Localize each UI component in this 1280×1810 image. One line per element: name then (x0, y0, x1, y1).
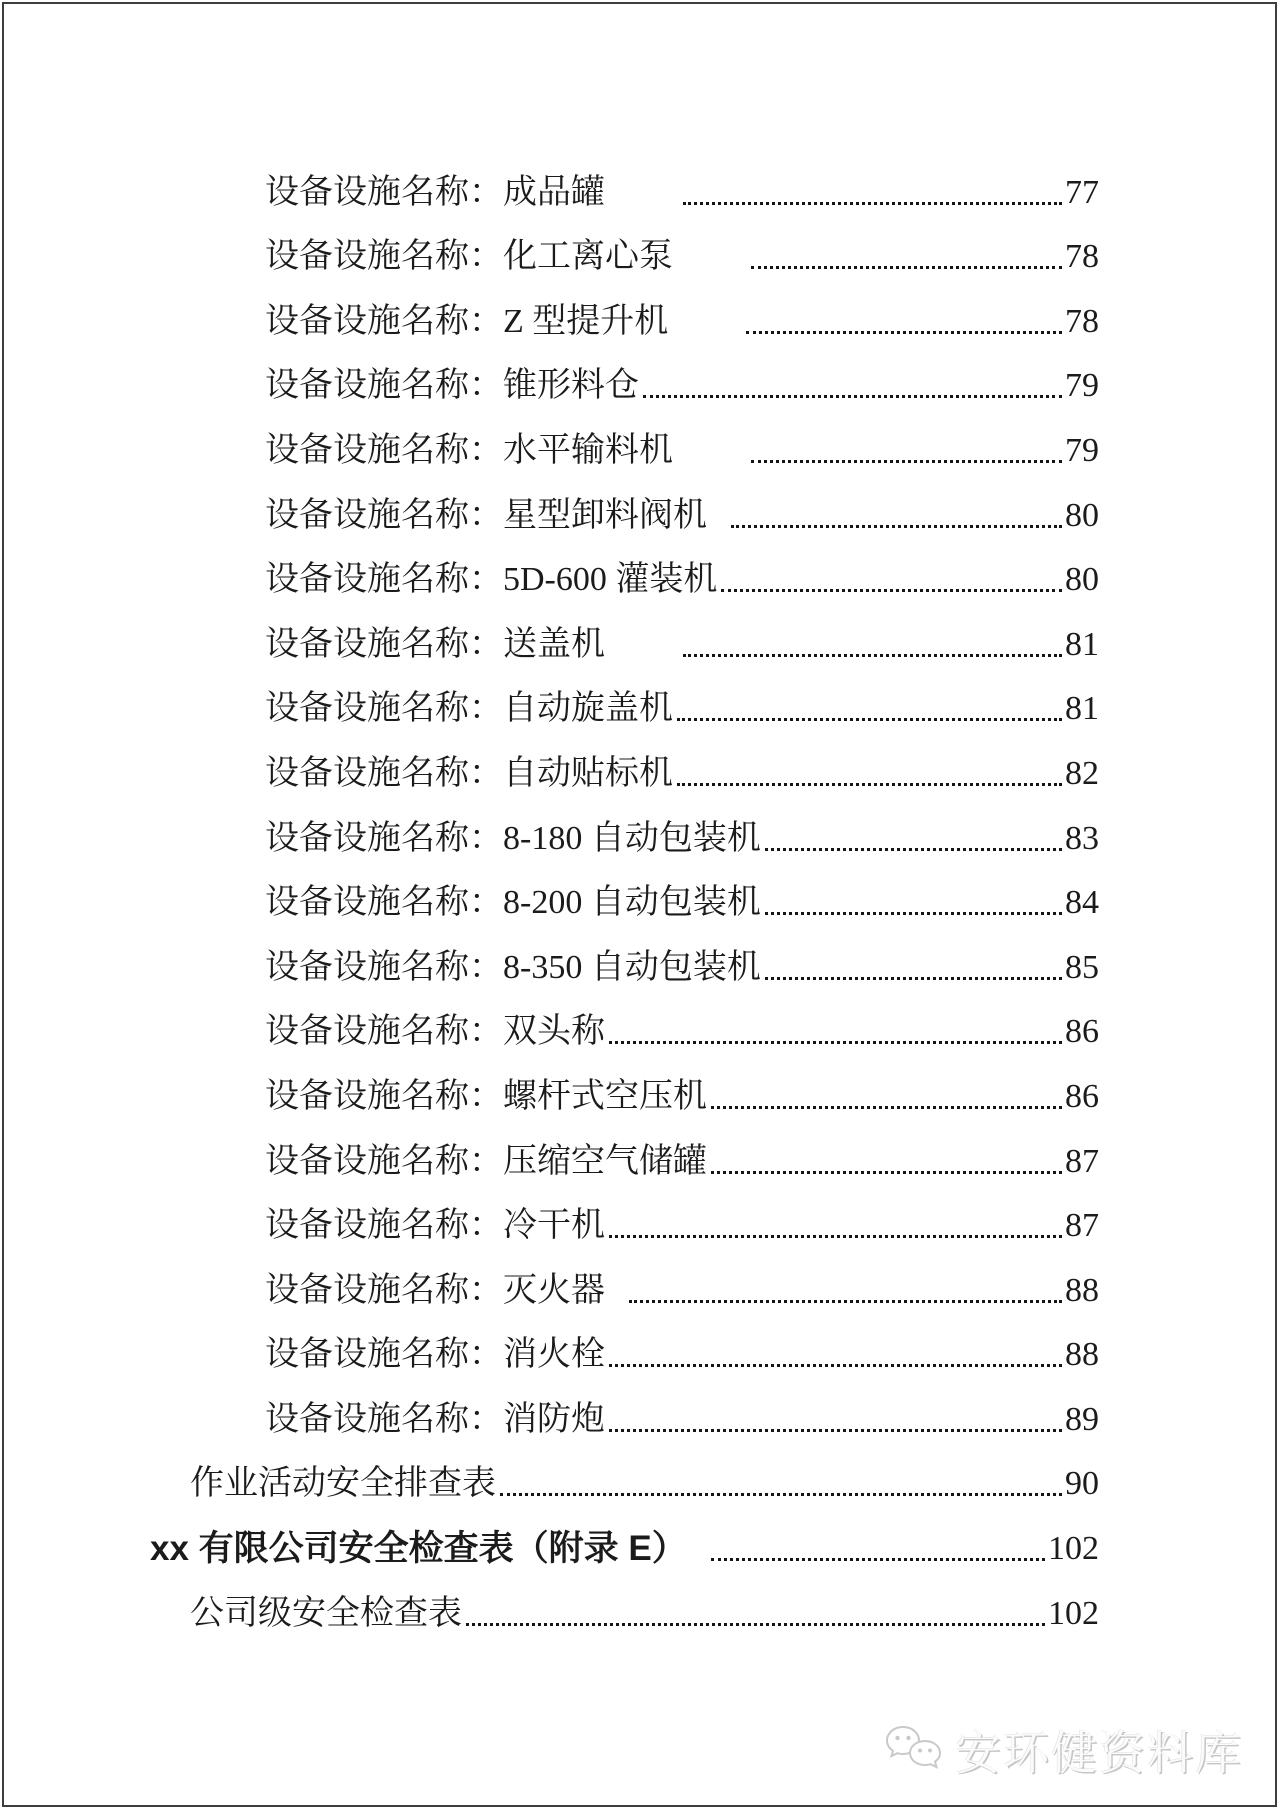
toc-entry-page: 81 (1065, 625, 1099, 663)
dot-leader (765, 977, 1062, 980)
dot-leader (711, 1558, 1045, 1561)
toc-entry-label: 设备设施名称：8-200 自动包装机 (265, 884, 761, 922)
toc-entry[interactable] (4, 541, 1275, 606)
toc-entry-label: 设备设施名称：灭火器 (265, 1271, 605, 1309)
toc-entry-page: 102 (1048, 1594, 1099, 1632)
toc-entry[interactable] (4, 1057, 1275, 1122)
toc-entry-page: 86 (1065, 1077, 1099, 1115)
toc-entry-label: 设备设施名称：水平输料机 (265, 431, 673, 469)
toc-entry-page: 77 (1065, 173, 1099, 211)
toc-entry-page: 87 (1065, 1207, 1099, 1245)
toc-entry-label: 设备设施名称：送盖机 (265, 625, 605, 663)
toc-entry-page: 78 (1065, 302, 1099, 340)
dot-leader (765, 848, 1062, 851)
toc-entry[interactable] (4, 1574, 1275, 1639)
toc-entry-page: 88 (1065, 1271, 1099, 1309)
toc-entry-page: 81 (1065, 690, 1099, 728)
dot-leader (609, 1429, 1062, 1432)
dot-leader (721, 589, 1062, 592)
toc-entry-label: 设备设施名称：冷干机 (265, 1207, 605, 1245)
toc-entry-page: 88 (1065, 1336, 1099, 1374)
dot-leader (677, 783, 1062, 786)
toc-entry[interactable] (4, 605, 1275, 670)
toc-entry[interactable] (4, 1509, 1275, 1574)
toc-entry[interactable] (4, 670, 1275, 735)
toc-entry-page: 79 (1065, 367, 1099, 405)
toc-entry-page: 84 (1065, 884, 1099, 922)
dot-leader (751, 266, 1062, 269)
dot-leader (500, 1493, 1062, 1496)
toc-entry-page: 80 (1065, 561, 1099, 599)
watermark-text: 安环健资料库 (955, 1727, 1243, 1779)
toc-entry-label: 设备设施名称：消防炮 (265, 1400, 605, 1438)
table-of-contents (4, 153, 1275, 1639)
toc-entry-label: 设备设施名称：成品罐 (265, 173, 605, 211)
toc-entry-page: 80 (1065, 496, 1099, 534)
toc-entry-label: 设备设施名称：消火栓 (265, 1336, 605, 1374)
toc-entry-label: 设备设施名称：8-350 自动包装机 (265, 948, 761, 986)
toc-entry-page: 78 (1065, 238, 1099, 276)
toc-entry[interactable] (4, 928, 1275, 993)
toc-entry-label: 作业活动安全排查表 (190, 1465, 496, 1503)
toc-entry[interactable] (4, 864, 1275, 929)
dot-leader (746, 331, 1062, 334)
toc-entry-page: 89 (1065, 1400, 1099, 1438)
toc-entry-label: 设备设施名称：5D-600 灌装机 (265, 561, 718, 599)
toc-entry-label: 设备设施名称：压缩空气储罐 (265, 1142, 707, 1180)
dot-leader (609, 1041, 1062, 1044)
toc-entry-label: xx 有限公司安全检查表（附录 E） (150, 1529, 687, 1569)
toc-entry[interactable] (4, 799, 1275, 864)
dot-leader (643, 395, 1062, 398)
toc-entry-label: 设备设施名称：自动贴标机 (265, 754, 673, 792)
toc-entry[interactable] (4, 993, 1275, 1058)
toc-entry[interactable] (4, 1316, 1275, 1381)
toc-entry-label: 设备设施名称：螺杆式空压机 (265, 1077, 707, 1115)
toc-entry-label: 设备设施名称：化工离心泵 (265, 238, 673, 276)
dot-leader (629, 1300, 1062, 1303)
toc-entry-label: 设备设施名称：双头称 (265, 1013, 605, 1051)
toc-entry-label: 设备设施名称：Z 型提升机 (265, 302, 669, 340)
toc-entry[interactable] (4, 347, 1275, 412)
toc-entry[interactable] (4, 282, 1275, 347)
dot-leader (683, 654, 1062, 657)
toc-entry-page: 85 (1065, 948, 1099, 986)
dot-leader (466, 1623, 1045, 1626)
dot-leader (765, 912, 1062, 915)
toc-entry-label: 公司级安全检查表 (190, 1594, 462, 1632)
dot-leader (751, 460, 1062, 463)
dot-leader (731, 525, 1062, 528)
toc-entry[interactable] (4, 1122, 1275, 1187)
toc-entry[interactable] (4, 411, 1275, 476)
watermark (883, 1717, 1243, 1783)
toc-entry[interactable] (4, 1187, 1275, 1252)
toc-entry-label: 设备设施名称：8-180 自动包装机 (265, 819, 761, 857)
toc-entry-page: 79 (1065, 431, 1099, 469)
toc-entry-label: 设备设施名称：锥形料仓 (265, 367, 639, 405)
toc-entry[interactable] (4, 476, 1275, 541)
document-page (2, 2, 1277, 1807)
toc-entry[interactable] (4, 1445, 1275, 1510)
toc-entry-label: 设备设施名称：星型卸料阀机 (265, 496, 707, 534)
toc-entry-page: 102 (1048, 1530, 1099, 1568)
toc-entry-page: 83 (1065, 819, 1099, 857)
dot-leader (683, 202, 1062, 205)
dot-leader (677, 718, 1062, 721)
toc-entry[interactable] (4, 153, 1275, 218)
toc-entry[interactable] (4, 1251, 1275, 1316)
toc-entry[interactable] (4, 1380, 1275, 1445)
toc-entry[interactable] (4, 218, 1275, 283)
dot-leader (609, 1364, 1062, 1367)
toc-entry-page: 90 (1065, 1465, 1099, 1503)
toc-entry[interactable] (4, 734, 1275, 799)
toc-entry-page: 86 (1065, 1013, 1099, 1051)
dot-leader (609, 1235, 1062, 1238)
toc-entry-page: 82 (1065, 754, 1099, 792)
dot-leader (711, 1106, 1062, 1109)
dot-leader (711, 1171, 1062, 1174)
toc-entry-label: 设备设施名称：自动旋盖机 (265, 690, 673, 728)
chat-bubbles-icon (883, 1723, 947, 1777)
toc-entry-page: 87 (1065, 1142, 1099, 1180)
